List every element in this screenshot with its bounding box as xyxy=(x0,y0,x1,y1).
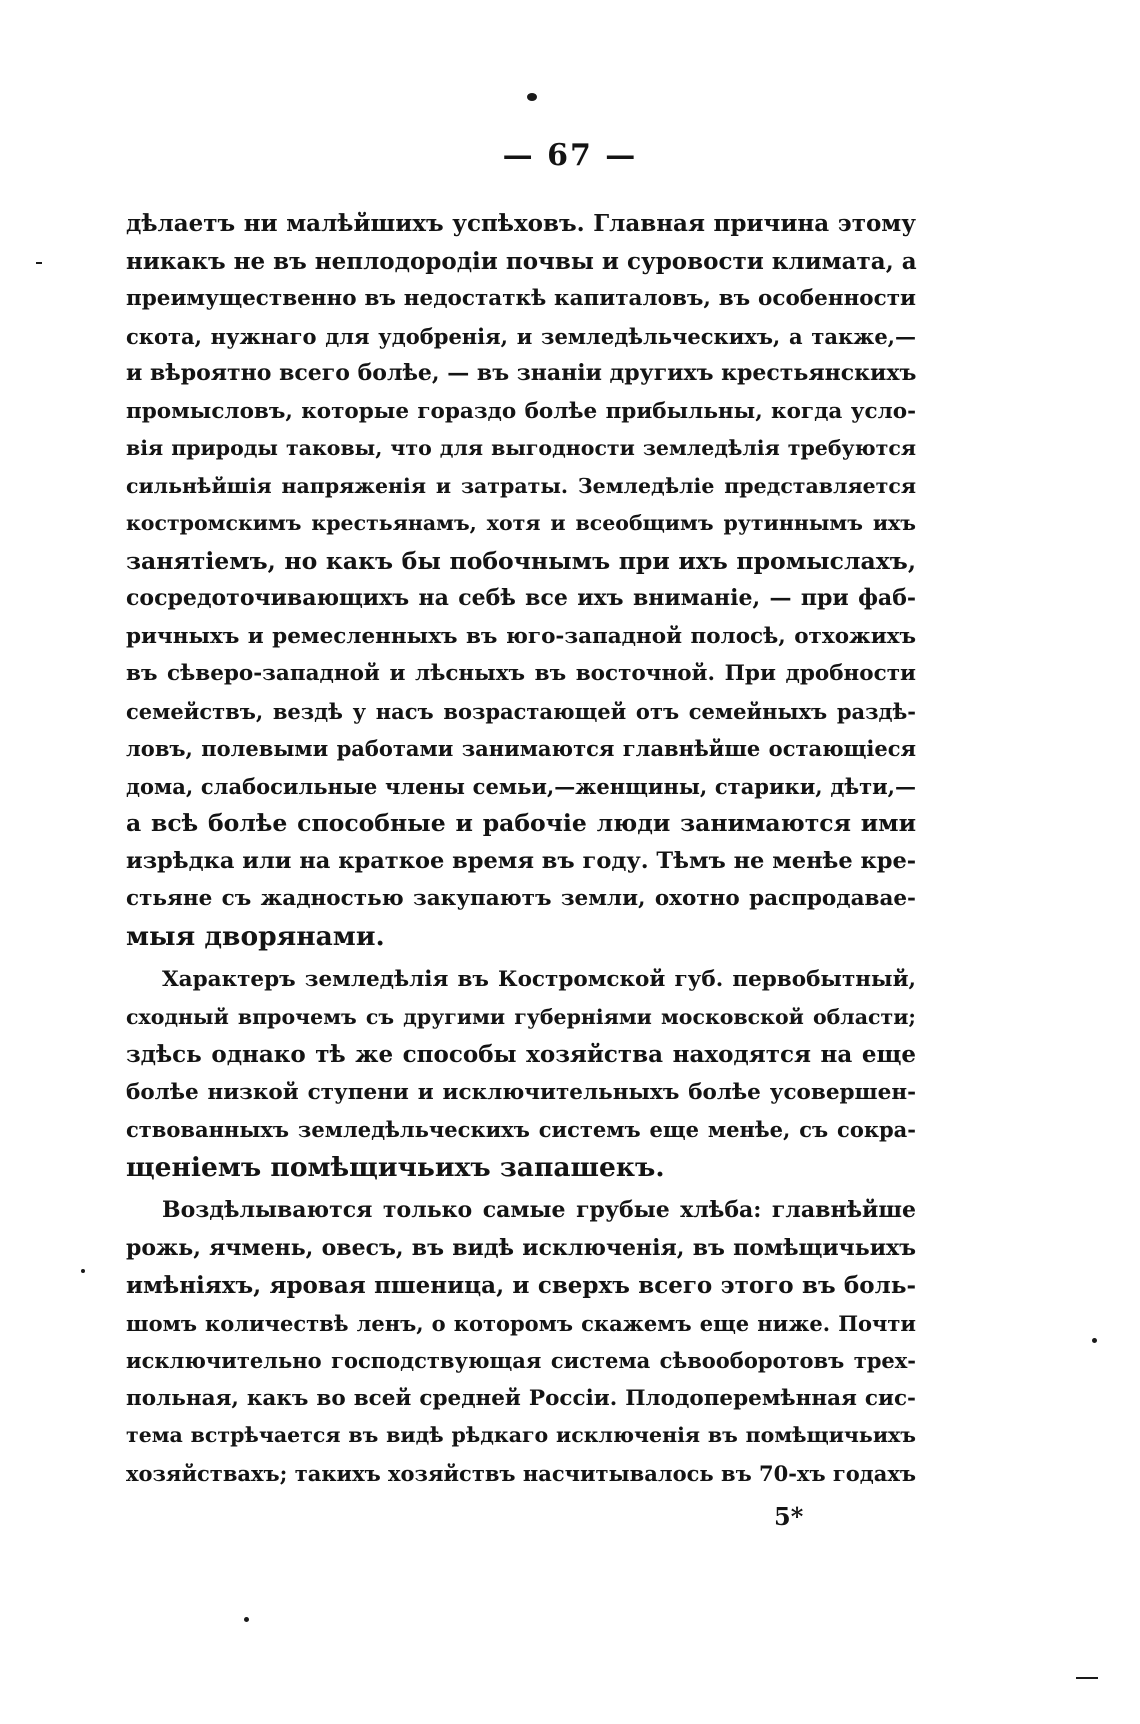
body-text xyxy=(126,205,916,1492)
text-line: ствованныхъ земледѣльческихъ системъ еще менѣе, съ сокра- xyxy=(126,1117,916,1142)
text-line: щеніемъ помѣщичьихъ запашекъ. xyxy=(126,1151,665,1183)
text-line: здѣсь однако тѣ же способы хозяйства находятся на еще xyxy=(126,1041,916,1068)
text-line: ричныхъ и ремесленныхъ въ юго-западной полосѣ, отхожихъ xyxy=(126,623,916,649)
text-line: стьяне съ жадностью закупаютъ земли, охотно распродавае- xyxy=(126,886,916,911)
text-line: и вѣроятно всего болѣе, — въ знаніи другихъ крестьянскихъ xyxy=(126,360,917,386)
text-line: дѣлаетъ ни малѣйшихъ успѣховъ. Главная причина этому xyxy=(126,210,916,237)
signature-mark: 5* xyxy=(774,1502,804,1531)
text-line: дома, слабосильные члены семьи,—женщины, старики, дѣти,— xyxy=(126,773,916,799)
text-line: занятіемъ, но какъ бы побочнымъ при ихъ промыслахъ, xyxy=(126,546,916,575)
margin-dot-left xyxy=(81,1269,85,1273)
text-line: хозяйствахъ; такихъ хозяйствъ насчитывалось въ 70-хъ годахъ xyxy=(126,1460,916,1486)
text-line: сосредоточивающихъ на себѣ все ихъ вниманіе, — при фаб- xyxy=(126,585,916,611)
text-line: сходный впрочемъ съ другими губерніями московской области; xyxy=(126,1004,916,1029)
text-line: въ сѣверо-западной и лѣсныхъ въ восточной. При дробности xyxy=(126,661,916,686)
ink-dot-top xyxy=(527,93,537,101)
text-line: болѣе низкой ступени и исключительныхъ болѣе усовершен- xyxy=(126,1079,916,1105)
text-line: промысловъ, которые гораздо болѣе прибыльны, когда усло- xyxy=(126,398,916,424)
text-line: шомъ количествѣ ленъ, о которомъ скажемъ еще ниже. Почти xyxy=(126,1310,916,1336)
text-line: сильнѣйшія напряженія и затраты. Земледѣліе представляется xyxy=(126,473,916,498)
paragraph-1 xyxy=(126,205,916,955)
text-line: ловъ, полевыми работами занимаются главнѣйше остающіеся xyxy=(126,736,916,761)
text-line: костромскимъ крестьянамъ, хотя и всеобщимъ рутиннымъ ихъ xyxy=(126,511,916,535)
text-line: рожь, ячмень, овесъ, въ видѣ исключенія, въ помѣщичьихъ xyxy=(126,1234,916,1261)
paragraph-3 xyxy=(126,1192,916,1492)
text-line: польная, какъ во всей средней Россіи. Плодоперемѣнная сис- xyxy=(126,1385,916,1411)
margin-dot-right xyxy=(1092,1338,1097,1343)
text-line: семействъ, вездѣ у насъ возрастающей отъ семейныхъ раздѣ- xyxy=(126,698,916,724)
text-line: изрѣдка или на краткое время въ году. Тѣмъ не менѣе кре- xyxy=(126,847,917,874)
text-line: исключительно господствующая система сѣвооборотовъ трех- xyxy=(126,1348,916,1373)
text-line: Воздѣлываются только самые грубые хлѣба: главнѣйше xyxy=(162,1197,916,1223)
text-line: Характеръ земледѣлія въ Костромской губ. первобытный, xyxy=(162,967,916,992)
page-number: — 67 — xyxy=(502,138,638,173)
edge-mark-bottom-right xyxy=(1076,1677,1098,1679)
text-line: вія природы таковы, что для выгодности земледѣлія требуются xyxy=(126,436,916,460)
text-line: тема встрѣчается въ видѣ рѣдкаго исключенія въ помѣщичьихъ xyxy=(126,1423,916,1447)
margin-mark-left xyxy=(36,262,42,264)
text-line: имѣніяхъ, яровая пшеница, и сверхъ всего этого въ боль- xyxy=(126,1272,916,1299)
text-line: а всѣ болѣе способные и рабочіе люди занимаются ими xyxy=(126,809,916,837)
text-line: скота, нужнаго для удобренія, и земледѣльческихъ, а также,— xyxy=(126,323,916,349)
margin-dot-bottom xyxy=(244,1617,249,1622)
paragraph-2 xyxy=(126,961,916,1186)
text-line: мыя дворянами. xyxy=(126,920,385,952)
text-line: преимущественно въ недостаткѣ капиталовъ, въ особенности xyxy=(126,286,916,311)
text-line: никакъ не въ неплодородіи почвы и суровости климата, а xyxy=(126,247,917,275)
